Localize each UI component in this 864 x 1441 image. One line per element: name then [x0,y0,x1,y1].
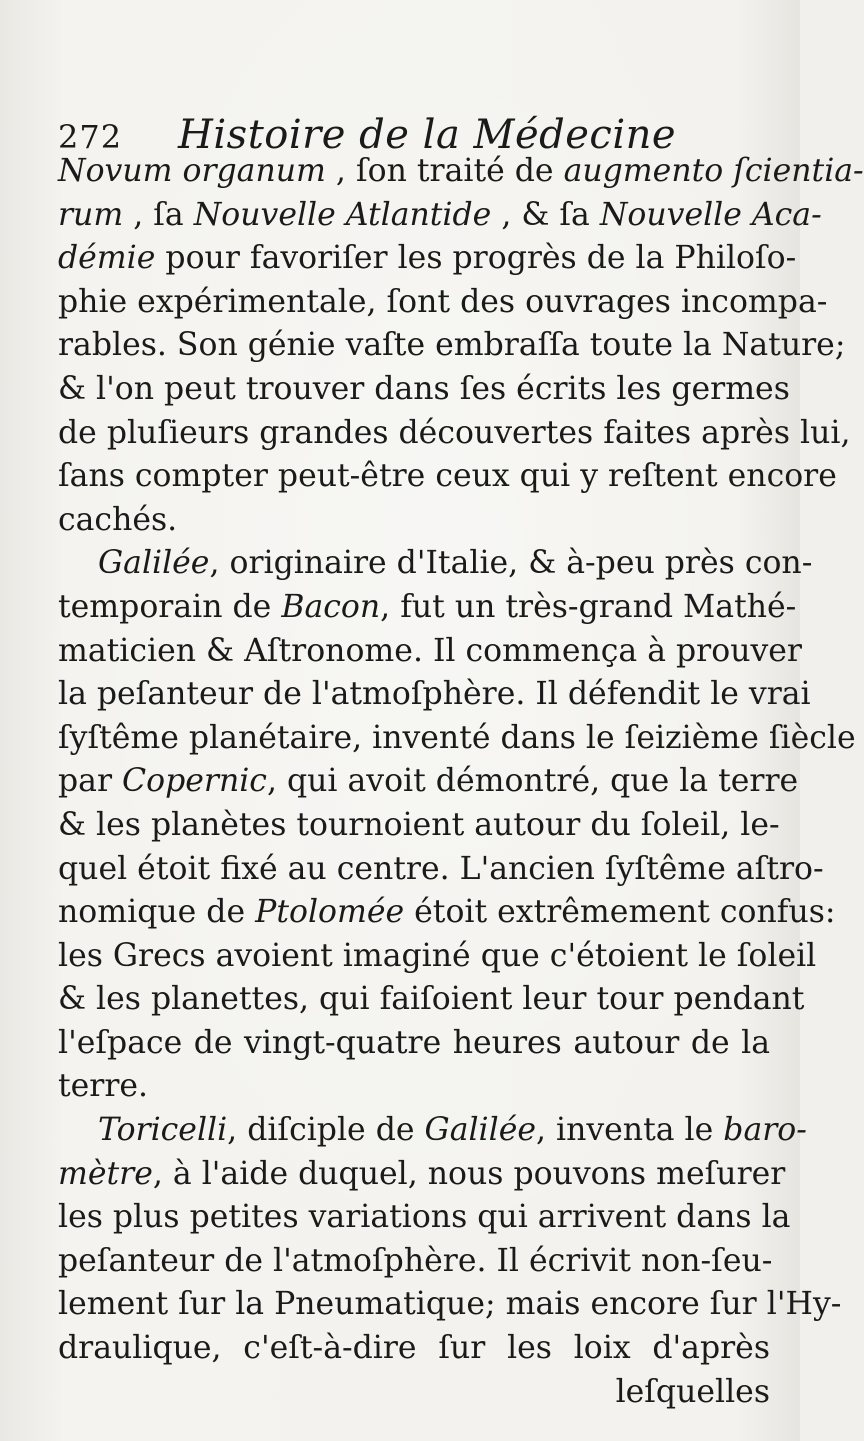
text-run: , & ſa [491,196,600,233]
text-run: draulique, c'eſt-à-dire ſur les loix d'après [58,1330,770,1367]
text-run: peſanteur de l'atmoſphère. Il écrivit non-ſeu- [58,1242,773,1279]
italic-text: Galilée [424,1112,536,1149]
text-run: étoit extrêmement confus: [404,894,836,931]
text-run: la peſanteur de l'atmoſphère. Il défendit le vrai [58,676,811,713]
text-line [58,150,864,194]
text-line [58,673,811,717]
text-run: les plus petites variations qui arrivent dans la [58,1199,791,1236]
text-line [58,281,828,325]
text-line [58,978,805,1022]
italic-text: rum [58,196,124,233]
text-run: rables. Son génie vaſte embraſſa toute la Nature; [58,327,846,364]
text-run: , originaire d'Italie, & à-peu près con- [209,545,813,582]
text-line [58,1371,770,1415]
page-number: 272 [58,118,123,156]
text-run: nomique de [58,894,256,931]
text-line [58,499,770,543]
italic-text: Toricelli [98,1112,228,1149]
body-text [58,150,864,1414]
text-line [58,935,817,979]
text-run: phie expérimentale, ſont des ouvrages incompa- [58,283,828,320]
text-run: & l'on peut trouver dans ſes écrits les germes [58,370,790,407]
text-run: & les planètes tournoient autour du ſoleil, le- [58,806,780,843]
text-run: , ſa [123,196,194,233]
italic-text: Nouvelle Aca- [599,196,822,233]
text-line [58,717,856,761]
text-line [58,1022,770,1066]
text-run: lement ſur la Pneumatique; mais encore ſur l'Hy- [58,1286,842,1323]
text-run: temporain de [58,588,282,625]
text-line [58,848,824,892]
italic-text: Ptolomée [255,894,405,931]
text-run: ſans compter peut-être ceux qui y reſtent encore [58,458,837,495]
text-line [58,194,822,238]
italic-text: augmento ſcientia- [563,153,864,189]
text-line [58,324,846,368]
text-run: maticien & Aſtronome. Il commença à prouver [58,632,802,669]
text-run: , qui avoit démontré, que la terre [266,763,799,800]
text-line [58,891,836,935]
text-line [58,630,802,674]
text-line [58,1196,791,1240]
text-run: par [58,763,123,800]
text-line [58,1065,770,1109]
text-line [58,1240,773,1284]
text-run: leſquelles [615,1373,770,1410]
text-line [58,542,813,586]
text-line [58,1283,842,1327]
text-line [58,455,837,499]
text-line [58,412,851,456]
text-line [58,1109,807,1153]
text-line [58,1153,786,1197]
text-run: , fut un très-grand Mathé- [380,588,797,625]
text-line [58,804,780,848]
italic-text: Novum organum [58,153,326,189]
text-run: ſyſtême planétaire, inventé dans le ſeizième ſiècle [58,719,856,756]
text-run: de pluſieurs grandes découvertes faites après lui, [58,414,851,451]
text-run: , à l'aide duquel, nous pouvons meſurer [152,1155,786,1192]
text-run: , diſciple de [227,1112,425,1149]
italic-text: mètre [58,1155,153,1192]
text-run: l'eſpace de vingt-quatre heures autour de la [58,1024,770,1061]
italic-text: démie [58,240,156,277]
italic-text: Copernic [122,763,267,800]
italic-text: Galilée [98,545,210,582]
text-run: & les planettes, qui faiſoient leur tour pendant [58,981,805,1018]
italic-text: Bacon [281,588,381,625]
text-run: quel étoit fixé au centre. L'ancien ſyſtême aſtro- [58,850,824,887]
running-title: Histoire de la Médecine [178,112,677,158]
text-line [58,760,799,804]
text-line [58,1327,770,1371]
text-run: les Grecs avoient imaginé que c'étoient le ſoleil [58,937,817,974]
text-run: , inventa le [535,1112,724,1149]
text-run: , ſon traité de [325,153,564,189]
italic-text: baro- [723,1112,807,1149]
text-line [58,586,797,630]
text-line [58,368,790,412]
italic-text: Nouvelle Atlantide [193,196,492,233]
text-run: pour favoriſer les progrès de la Philoſo- [155,240,797,277]
text-run: cachés. [58,501,178,538]
text-run: terre. [58,1068,149,1105]
text-line [58,237,797,281]
